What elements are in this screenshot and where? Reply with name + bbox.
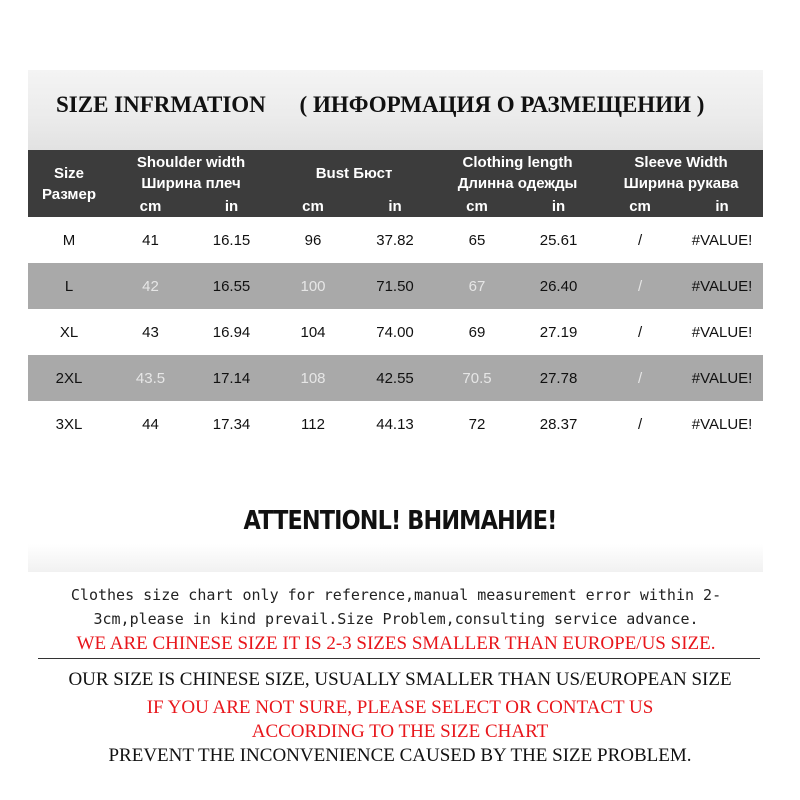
- cell-shoulder-in: 16.94: [212, 323, 251, 341]
- bottom-line-3: ACCORDING TO THE SIZE CHART: [251, 721, 549, 742]
- cell-sleeve-cm: /: [599, 263, 681, 309]
- header-shoulder-en: Shoulder width: [136, 154, 246, 171]
- bottom-line-1: OUR SIZE IS CHINESE SIZE, USUALLY SMALLER THAN US/EUROPEAN SIZE: [68, 669, 732, 690]
- unit-cm: cm: [110, 196, 191, 217]
- cell-sleeve-cm: /: [637, 415, 643, 433]
- header-bust: Bust Бюст: [272, 150, 436, 196]
- cell-shoulder-cm: 43: [142, 323, 159, 341]
- header-size: [28, 150, 110, 217]
- cell-sleeve-in: #VALUE!: [691, 323, 753, 341]
- unit-cm: cm: [272, 196, 354, 217]
- cell-sleeve-in: #VALUE!: [681, 263, 763, 309]
- cell-sleeve-in: #VALUE!: [681, 355, 763, 401]
- cell-bust-cm: 104: [300, 323, 326, 341]
- cell-sleeve-cm: /: [637, 323, 643, 341]
- bottom-line-4: PREVENT THE INCONVENIENCE CAUSED BY THE SIZE PROBLEM.: [108, 745, 692, 766]
- header-shoulder-ru: Ширина плеч: [141, 175, 241, 192]
- header-size-en: Size: [53, 164, 84, 182]
- cell-shoulder-cm: 41: [142, 231, 159, 249]
- cell-size: L: [28, 263, 110, 309]
- cell-length-cm: 69: [468, 323, 486, 341]
- cell-bust-in: 71.50: [354, 263, 436, 309]
- cell-shoulder-in: 16.15: [212, 231, 251, 249]
- chinese-size-warning: WE ARE CHINESE SIZE IT IS 2-3 SIZES SMALLER THAN EUROPE/US SIZE.: [76, 633, 716, 654]
- unit-in: in: [191, 196, 272, 217]
- header-sleeve: [599, 150, 763, 196]
- cell-sleeve-cm: /: [637, 231, 643, 249]
- bottom-line-2: IF YOU ARE NOT SURE, PLEASE SELECT OR CONTACT US: [146, 697, 654, 718]
- cell-bust-cm: 112: [301, 415, 325, 433]
- cell-length-cm: 72: [468, 415, 486, 433]
- unit-cm: cm: [436, 196, 518, 217]
- size-table: [28, 150, 763, 447]
- note-line-1: Clothes size chart only for reference,manual measurement error within 2-: [70, 586, 722, 604]
- table-row: [28, 309, 763, 355]
- header-sleeve-en: Sleeve Width: [634, 154, 728, 171]
- header-length-ru: Длинна одежды: [457, 175, 578, 192]
- cell-length-in: 26.40: [518, 263, 599, 309]
- cell-sleeve-in: #VALUE!: [691, 231, 753, 249]
- cell-bust-in: 37.82: [376, 231, 414, 249]
- header-length-en: Clothing length: [462, 154, 573, 171]
- cell-length-in: 27.78: [518, 355, 599, 401]
- cell-shoulder-cm: 43.5: [110, 355, 191, 401]
- cell-shoulder-in: 17.14: [191, 355, 272, 401]
- table-row: [28, 355, 763, 401]
- note-line-2: 3cm,please in kind prevail.Size Problem,consulting service advance.: [93, 610, 699, 628]
- cell-sleeve-in: #VALUE!: [691, 415, 753, 433]
- cell-shoulder-in: 16.55: [191, 263, 272, 309]
- cell-length-in: 28.37: [539, 415, 578, 433]
- cell-bust-cm: 108: [272, 355, 354, 401]
- cell-size: 2XL: [28, 355, 110, 401]
- title-ru: ( ИНФОРМАЦИЯ О РАЗМЕЩЕНИИ ): [299, 92, 705, 117]
- unit-in: in: [354, 196, 436, 217]
- cell-bust-in: 42.55: [354, 355, 436, 401]
- unit-in: in: [681, 196, 763, 217]
- cell-bust-in: 44.13: [376, 415, 414, 433]
- cell-length-cm: 70.5: [436, 355, 518, 401]
- table-row: [28, 263, 763, 309]
- cell-length-cm: 65: [468, 231, 486, 249]
- cell-shoulder-cm: 44: [142, 415, 159, 433]
- divider: [38, 658, 760, 659]
- header-length: [436, 150, 599, 196]
- attention-heading: ATTENTIONL! ВНИМАНИЕ!: [243, 506, 557, 536]
- cell-length-cm: 67: [436, 263, 518, 309]
- page-title: [56, 92, 704, 118]
- cell-shoulder-in: 17.34: [212, 415, 251, 433]
- cell-sleeve-cm: /: [599, 355, 681, 401]
- title-en: SIZE INFRMATION: [56, 92, 266, 117]
- cell-size: 3XL: [55, 415, 83, 433]
- header-shoulder: [110, 150, 272, 196]
- cell-bust-cm: 96: [304, 231, 322, 249]
- unit-in: in: [518, 196, 599, 217]
- unit-cm: cm: [599, 196, 681, 217]
- header-sleeve-ru: Ширина рукава: [623, 175, 739, 192]
- cell-size: XL: [59, 323, 79, 341]
- attention-band: [28, 544, 763, 572]
- cell-size: M: [62, 231, 76, 249]
- cell-length-in: 25.61: [539, 231, 578, 249]
- cell-bust-in: 74.00: [376, 323, 414, 341]
- cell-bust-cm: 100: [272, 263, 354, 309]
- reference-note: [30, 583, 762, 631]
- table-row: [28, 401, 763, 447]
- cell-length-in: 27.19: [539, 323, 578, 341]
- cell-shoulder-cm: 42: [110, 263, 191, 309]
- table-row: [28, 217, 763, 263]
- header-size-ru: Размер: [41, 185, 97, 203]
